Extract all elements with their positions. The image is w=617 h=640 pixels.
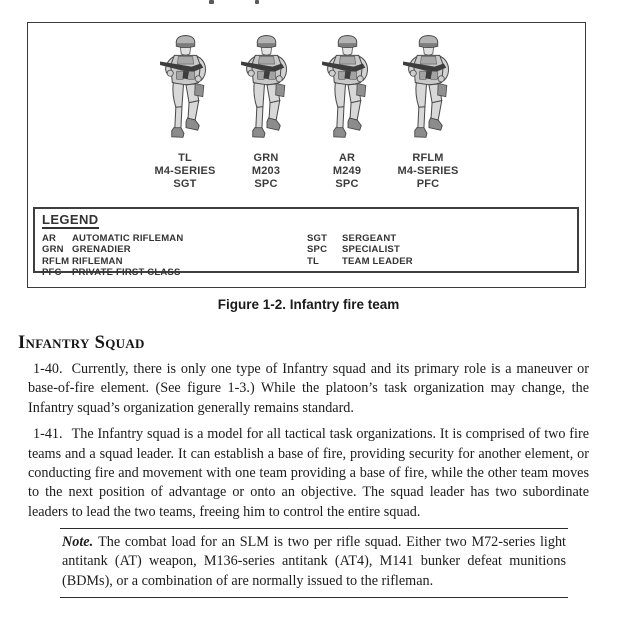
soldier-label bbox=[397, 152, 458, 191]
legend-abbr: PFC bbox=[42, 267, 62, 279]
note-block bbox=[60, 528, 568, 598]
legend-definition: SERGEANT bbox=[342, 233, 397, 244]
note-label: Note. bbox=[62, 534, 94, 551]
soldier-rank: SPC bbox=[254, 178, 278, 190]
soldier-weapon: M249 bbox=[332, 165, 362, 177]
legend-column-left bbox=[42, 233, 307, 279]
legend-definition: TEAM LEADER bbox=[342, 255, 413, 267]
soldier-rank: SGT bbox=[173, 178, 197, 190]
legend-definition: PRIVATE FIRST CLASS bbox=[72, 267, 181, 279]
soldier-icon bbox=[157, 32, 214, 149]
cropped-text-fragment bbox=[209, 0, 214, 4]
legend-entry bbox=[42, 256, 307, 267]
soldier-label bbox=[154, 152, 215, 191]
soldier-rank: PFC bbox=[416, 178, 440, 190]
soldier-role: TL bbox=[178, 152, 192, 164]
legend-entry bbox=[307, 244, 577, 255]
legend-columns bbox=[42, 233, 577, 279]
body-content bbox=[0, 333, 617, 598]
legend-definition: SPECIALIST bbox=[342, 244, 400, 256]
legend-abbr: SPC bbox=[307, 244, 328, 256]
soldier-icon bbox=[400, 32, 457, 149]
legend-definition: RIFLEMAN bbox=[72, 255, 123, 267]
legend-entry bbox=[42, 267, 307, 278]
legend-definition: AUTOMATIC RIFLEMAN bbox=[72, 233, 184, 244]
legend-title: LEGEND bbox=[42, 212, 99, 227]
soldier-automatic-rifleman bbox=[307, 32, 388, 191]
soldier-icon bbox=[238, 32, 295, 149]
soldier-rifleman bbox=[388, 32, 469, 191]
legend-entry bbox=[307, 233, 577, 244]
legend-entry bbox=[42, 233, 307, 244]
soldier-team-leader bbox=[145, 32, 226, 191]
paragraph-1-41 bbox=[28, 425, 589, 522]
soldier-weapon: M4-SERIES bbox=[397, 165, 459, 177]
paragraph-text: Currently, there is only one type of Infantry squad and its primary role is a maneuver or base-of-fire element. (See figure 1-3.) While the platoon’s task organization may change, the Infantry squad’s organization generally remains standard. bbox=[28, 361, 589, 416]
legend-entry bbox=[42, 244, 307, 255]
paragraph-1-40 bbox=[28, 360, 589, 418]
soldier-role: AR bbox=[338, 152, 356, 164]
legend-definition: GRENADIER bbox=[72, 244, 131, 256]
note-text: The combat load for an SLM is two per rifle squad. Either two M72-series light antitank (AT) weapon, M136-series antitank (AT4), M141 bunker defeat munitions (BDMs), or a combination of are normally issued to the rifleman. bbox=[62, 534, 566, 589]
figure-caption: Figure 1-2. Infantry fire team bbox=[217, 297, 400, 312]
paragraph-text: The Infantry squad is a model for all tactical task organizations. It is comprised of two fire teams and a squad leader. It can establish a base of fire, providing security for another element, or conducting fire and movement with one team providing a base of fire, while the other team moves to the next position of advantage or onto an objective. The squad leader has two subordinate leaders to lead the two teams, freeing him to control the entire squad. bbox=[28, 426, 589, 520]
legend-abbr: RFLM bbox=[42, 255, 70, 267]
legend-box bbox=[33, 207, 579, 279]
soldier-weapon: M203 bbox=[251, 165, 281, 177]
fire-team-row bbox=[28, 32, 585, 191]
soldier-label bbox=[252, 152, 280, 191]
paragraph-number: 1-40. bbox=[33, 361, 63, 377]
soldier-weapon: M4-SERIES bbox=[154, 165, 216, 177]
soldier-role: GRN bbox=[253, 152, 279, 164]
soldier-grenadier bbox=[226, 32, 307, 191]
soldier-icon bbox=[319, 32, 376, 149]
paragraph-number: 1-41. bbox=[33, 426, 63, 443]
cropped-text-fragment bbox=[255, 0, 259, 4]
soldier-rank: SPC bbox=[335, 178, 359, 190]
section-heading: Infantry Squad bbox=[18, 333, 145, 353]
legend-abbr: SGT bbox=[307, 233, 328, 244]
soldier-label bbox=[333, 152, 361, 191]
legend-abbr: TL bbox=[307, 255, 320, 267]
legend-abbr: GRN bbox=[42, 244, 64, 256]
soldier-role: RFLM bbox=[412, 152, 444, 164]
legend-entry bbox=[307, 256, 577, 267]
legend-column-right bbox=[307, 233, 577, 279]
legend-abbr: AR bbox=[42, 233, 57, 244]
figure-box bbox=[27, 22, 586, 288]
